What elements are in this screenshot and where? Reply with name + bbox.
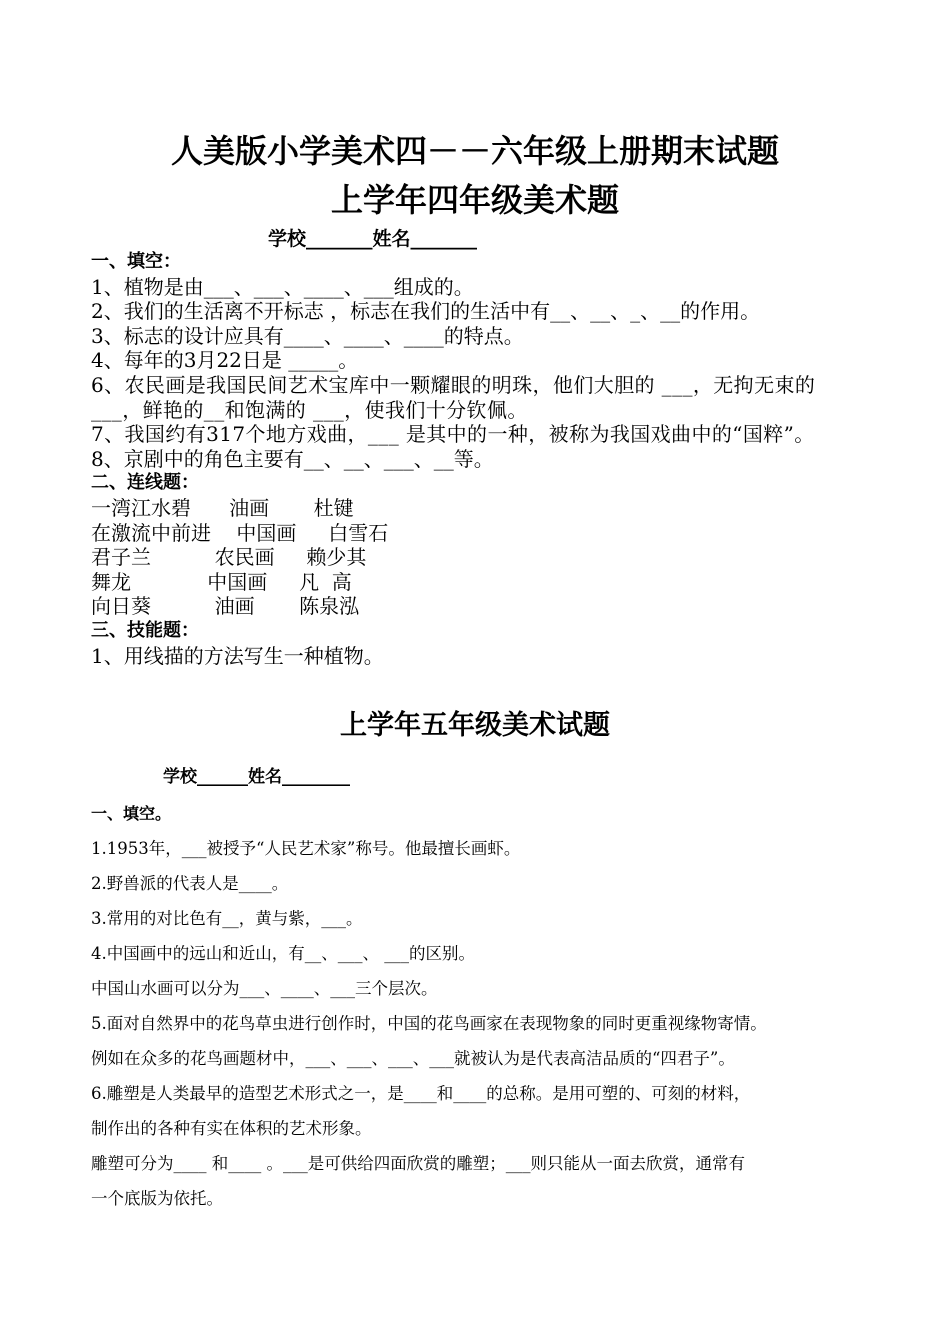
grade5-section [91, 796, 881, 1216]
grade5-line: 5.面对自然界中的花鸟草虫进行创作时，中国的花鸟画家在表现物象的同时更重视缘物寄情。 [91, 1014, 767, 1033]
match-row: 在激流中前进 中国画 白雪石 [91, 520, 389, 545]
question-7: 7、我国约有317个地方戏曲，___ 是其中的一种，被称为我国戏曲中的“国粹”。 [91, 422, 815, 447]
grade5-line: 雕塑可分为____ 和____ 。___是可供给四面欣赏的雕塑；___则只能从一面去欣赏，通常有 [91, 1154, 745, 1173]
grade5-line: 中国山水画可以分为___、____、___三个层次。 [91, 979, 438, 998]
grade4-skill-heading: 三、技能题： [91, 619, 199, 641]
skill-question-1: 1、用线描的方法写生一种植物。 [91, 643, 384, 668]
grade5-line: 例如在众多的花鸟画题材中，___、___、___、___就被认为是代表高洁品质的“四君子”。 [91, 1049, 735, 1068]
grade5-line: 1.1953年，___被授予“人民艺术家”称号。他最擅长画虾。 [91, 839, 521, 858]
question-2: 2、我们的生活离不开标志 ，标志在我们的生活中有__、__、_、__的作用。 [91, 299, 761, 324]
grade4-school-name-line: 学校_______姓名_______ [268, 228, 478, 250]
question-3: 3、标志的设计应具有____、____、____的特点。 [91, 323, 524, 348]
grade5-line: 3.常用的对比色有__，黄与紫，___。 [91, 909, 363, 928]
match-row: 一湾江水碧 油画 杜键 [91, 495, 354, 520]
grade5-line: 制作出的各种有实在体积的艺术形象。 [91, 1119, 372, 1138]
main-title: 人美版小学美术四－－六年级上册期末试题 [170, 132, 779, 170]
grade5-school-name-line: 学校______姓名________ [163, 767, 350, 787]
match-row: 舞龙 中国画 凡 高 [91, 569, 352, 594]
match-row: 君子兰 农民画 赖少其 [91, 545, 367, 570]
match-row: 向日葵 油画 陈泉泓 [91, 594, 360, 619]
question-1: 1、植物是由___、___、____、___组成的。 [91, 274, 474, 299]
grade5-title: 上学年五年级美术试题 [340, 710, 610, 741]
question-6: 6、农民画是我国民间艺术宝库中一颗耀眼的明珠，他们大胆的 ___，无拘无束的 ___，鲜艳的__和饱满的 ___，使我们十分钦佩。 [91, 372, 816, 422]
question-8: 8、京剧中的角色主要有__、__、___、__等。 [91, 446, 494, 471]
question-4: 4、每年的3月22日是 _____。 [91, 348, 359, 373]
grade4-section [91, 250, 871, 668]
grade5-line: 一个底版为依托。 [91, 1189, 223, 1208]
grade5-fill-heading: 一、填空。 [91, 804, 172, 823]
grade4-title: 上学年四年级美术题 [330, 181, 619, 219]
grade4-fill-heading: 一、填空： [91, 251, 181, 272]
grade4-match-heading: 二、连线题： [91, 472, 199, 494]
grade5-line: 2.野兽派的代表人是____。 [91, 874, 289, 893]
grade5-line: 4.中国画中的远山和近山，有__、___、 ___的区别。 [91, 944, 475, 963]
grade5-line: 6.雕塑是人类最早的造型艺术形式之一，是____和____的总称。是用可塑的、可刻的材料， [91, 1084, 751, 1103]
